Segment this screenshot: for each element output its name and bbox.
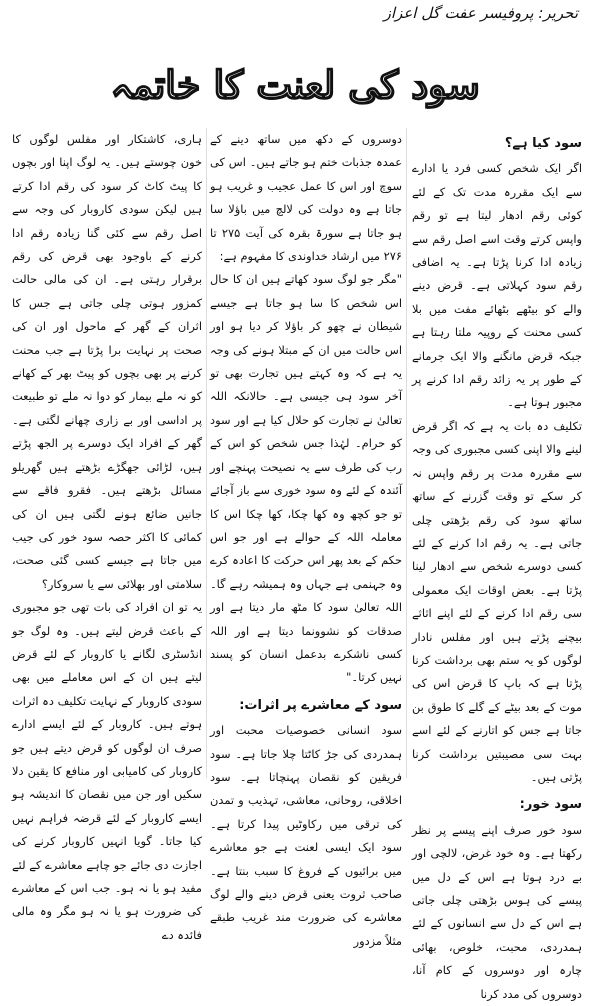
column-divider (206, 128, 207, 778)
article-title-banner (110, 38, 480, 130)
column-middle (210, 128, 402, 948)
column-divider (406, 128, 407, 778)
paragraph: تکلیف دہ بات یہ ہے کہ اگر قرض لینے والا اپنی کسی مجبوری کی وجہ سے مقررہ مدت پر رقم واپس نہ کر سکے تو وقت گزرنے کے ساتھ ساتھ سود کی رقم بڑھتی چلی جاتی ہے۔ یہ رقم ادا کرنے کے لئے کسی دوسرے شخص سے ادھار لینا پڑتا ہے۔ بعض اوقات ایک معمولی سی رقم ادا کرنے کے لئے اپنے اثاثے بیچنے پڑتے ہیں اور مفلس نادار لوگوں کو یہ ستم بھی برداشت کرنا پڑتا ہے کہ باپ کا قرض اس کی موت کے بعد بیٹے کے گلے کا طوق بن جاتا ہے جس کو اتارنے کے لئے اسے بہت سی مصیبتیں برداشت کرنا پڑتی ہیں۔ (412, 418, 582, 784)
section-heading: سود خور: (519, 797, 582, 813)
paragraph: یہ تو ان افراد کی بات تھی جو مجبوری کے باعث قرض لیتے ہیں۔ وہ لوگ جو انڈسٹری لگانے یا کاروبار کے لئے قرض لیتے ہیں ان کے اس معاملے میں بھی سودی کاروبار کے نہایت تکلیف دہ اثرات ہوتے ہیں۔ کاروبار کے لئے ایسے ادارے صرف ان لوگوں کو قرض دیتے ہیں جو کاروبار کی کامیابی اور منافع کا یقین دلا سکیں اور جن میں نقصان کا اندیشہ ہو ایسے کاروبار کے لئے قرضہ فراہم نہیں کیا جاتا۔ گویا انہیں کاروبار کرنے کی اجازت دی جائے جو چاہے معاشرے کے لئے مفید ہو یا نہ ہو۔ جب اس کے معاشرے کی ضرورت ہو یا نہ ہو مگر وہ مالی فائدہ دے (12, 600, 202, 942)
article-title: سود کی لعنت کا خاتمہ (110, 61, 480, 107)
column-left (12, 128, 202, 942)
paragraph: دوسروں کے دکھ میں ساتھ دینے کے عمدہ جذبات ختم ہو جاتے ہیں۔ اس کی سوچ اور اس کا عمل عجیب و غریب ہو جاتا ہے وہ دولت کی لالچ میں باؤلا سا ہو جاتا ہے سورۃ بقرہ کی آیت ۲۷۵ تا ۲۷۶ میں ارشاد خداوندی کا مفہوم ہے: (210, 132, 402, 264)
section-heading: سود کیا ہے؟ (504, 136, 582, 151)
paragraph: سود خور صرف اپنے پیسے پر نظر رکھتا ہے۔ وہ خود غرض، لالچی اور بے درد ہوتا ہے اس کے دل میں پیسے کی ہوس بڑھتی چلی جاتی ہے اس کے دل سے انسانوں کے لئے ہمدردی، محبت، خلوص، بھائی چارہ اور دوسروں کے کام آنا، دوسروں کی مدد کرنا (412, 822, 582, 1001)
column-right (412, 128, 582, 1001)
paragraph: اگر ایک شخص کسی فرد یا ادارے سے ایک مقررہ مدت تک کے لئے کوئی رقم ادھار لیتا ہے تو رقم واپس کرتے وقت اسے اصل رقم سے زیادہ ادا کرنا پڑتا ہے۔ یہ اضافی رقم سود کہلاتی ہے۔ قرض دینے والے کو بیٹھے بٹھائے مفت میں بلا کسی محنت کے روپیہ ملتا رہتا ہے جبکہ قرض مانگنے والا ایک جرمانے کے طور پر یہ زائد رقم ادا کرنے پر مجبور ہوتا ہے۔ (412, 161, 582, 410)
section-heading: سود کے معاشرے پر اثرات: (239, 697, 402, 713)
byline: تحریر: پروفیسر عفت گل اعزاز (383, 4, 578, 22)
quote-paragraph: "مگر جو لوگ سود کھاتے ہیں ان کا حال اس شخص کا سا ہو جاتا ہے جیسے شیطان نے چھو کر باؤلا کر دیا ہو اور اس حالت میں ان کے مبتلا ہونے کی وجہ یہ ہے کہ وہ کہتے ہیں تجارت بھی تو آخر سود ہی جیسی ہے۔ حالانکہ اللہ تعالیٰ نے تجارت کو حلال کیا ہے اور سود کو حرام۔ لہٰذا جس شخص کو اس کے رب کی طرف سے یہ نصیحت پہنچے اور آئندہ کے لئے وہ سود خوری سے باز آجائے تو جو کچھ وہ کھا چکا، کھا چکا اس کا معاملہ اللہ کے حوالے ہے اور جو اس حکم کے بعد پھر اس حرکت کا اعادہ کرے وہ جہنمی ہے جہاں وہ ہمیشہ رہے گا۔ اللہ تعالیٰ سود کا مٹھ مار دیتا ہے اور صدقات کو نشوونما دیتا ہے اور اللہ کسی ناشکرے بدعمل انسان کو پسند نہیں کرتا۔" (210, 272, 402, 685)
paragraph: سود انسانی خصوصیات محبت اور ہمدردی کی جڑ کاٹتا چلا جاتا ہے۔ سود فریقین کو نقصان پہنچاتا ہے۔ سود اخلاقی، روحانی، معاشی، تہذیب و تمدن کی ترقی میں رکاوٹیں پیدا کرتا ہے۔ سود ایک ایسی لعنت ہے جو معاشرے میں برائیوں کے فروغ کا سبب بنتا ہے۔ صاحب ثروت یعنی قرض دینے والے لوگ معاشرے کی ضرورت مند غریب طبقے مثلاً مزدور (210, 723, 402, 948)
paragraph: ہاری، کاشتکار اور مفلس لوگوں کا خون چوستے ہیں۔ یہ لوگ اپنا اور بچوں کا پیٹ کاٹ کر سود کی رقم ادا کرتے ہیں لیکن سودی کاروبار کی وجہ سے اصل رقم سے کئی گنا زیادہ رقم ادا کرنے کے باوجود بھی قرض کی رقم برقرار رہتی ہے۔ ان کی مالی حالت کمزور ہوتی چلی جاتی ہے جس کا اثران کے گھر کے ماحول اور ان کی صحت پر نہایت برا پڑتا ہے جب محنت کرنے پر بھی بچوں کو پیٹ بھر کے کھانے کو نہ ملے بیمار کو دوا نہ ملے تو طبیعت پر اداسی اور بے زاری چھانے لگتی ہے۔ گھر کے افراد ایک دوسرے پر الجھ پڑتے ہیں، لڑائی جھگڑے بڑھتے ہیں گھریلو مسائل بڑھتے ہیں۔ فقرو فاقے سے جانیں ضائع ہونے لگتی ہیں ان کی کمائی کا اکثر حصہ سود خور کی جیب میں جاتا ہے جیسے کسی گئی صحت، سلامتی اور بھلائی سے یا سروکار؟ (12, 132, 202, 591)
